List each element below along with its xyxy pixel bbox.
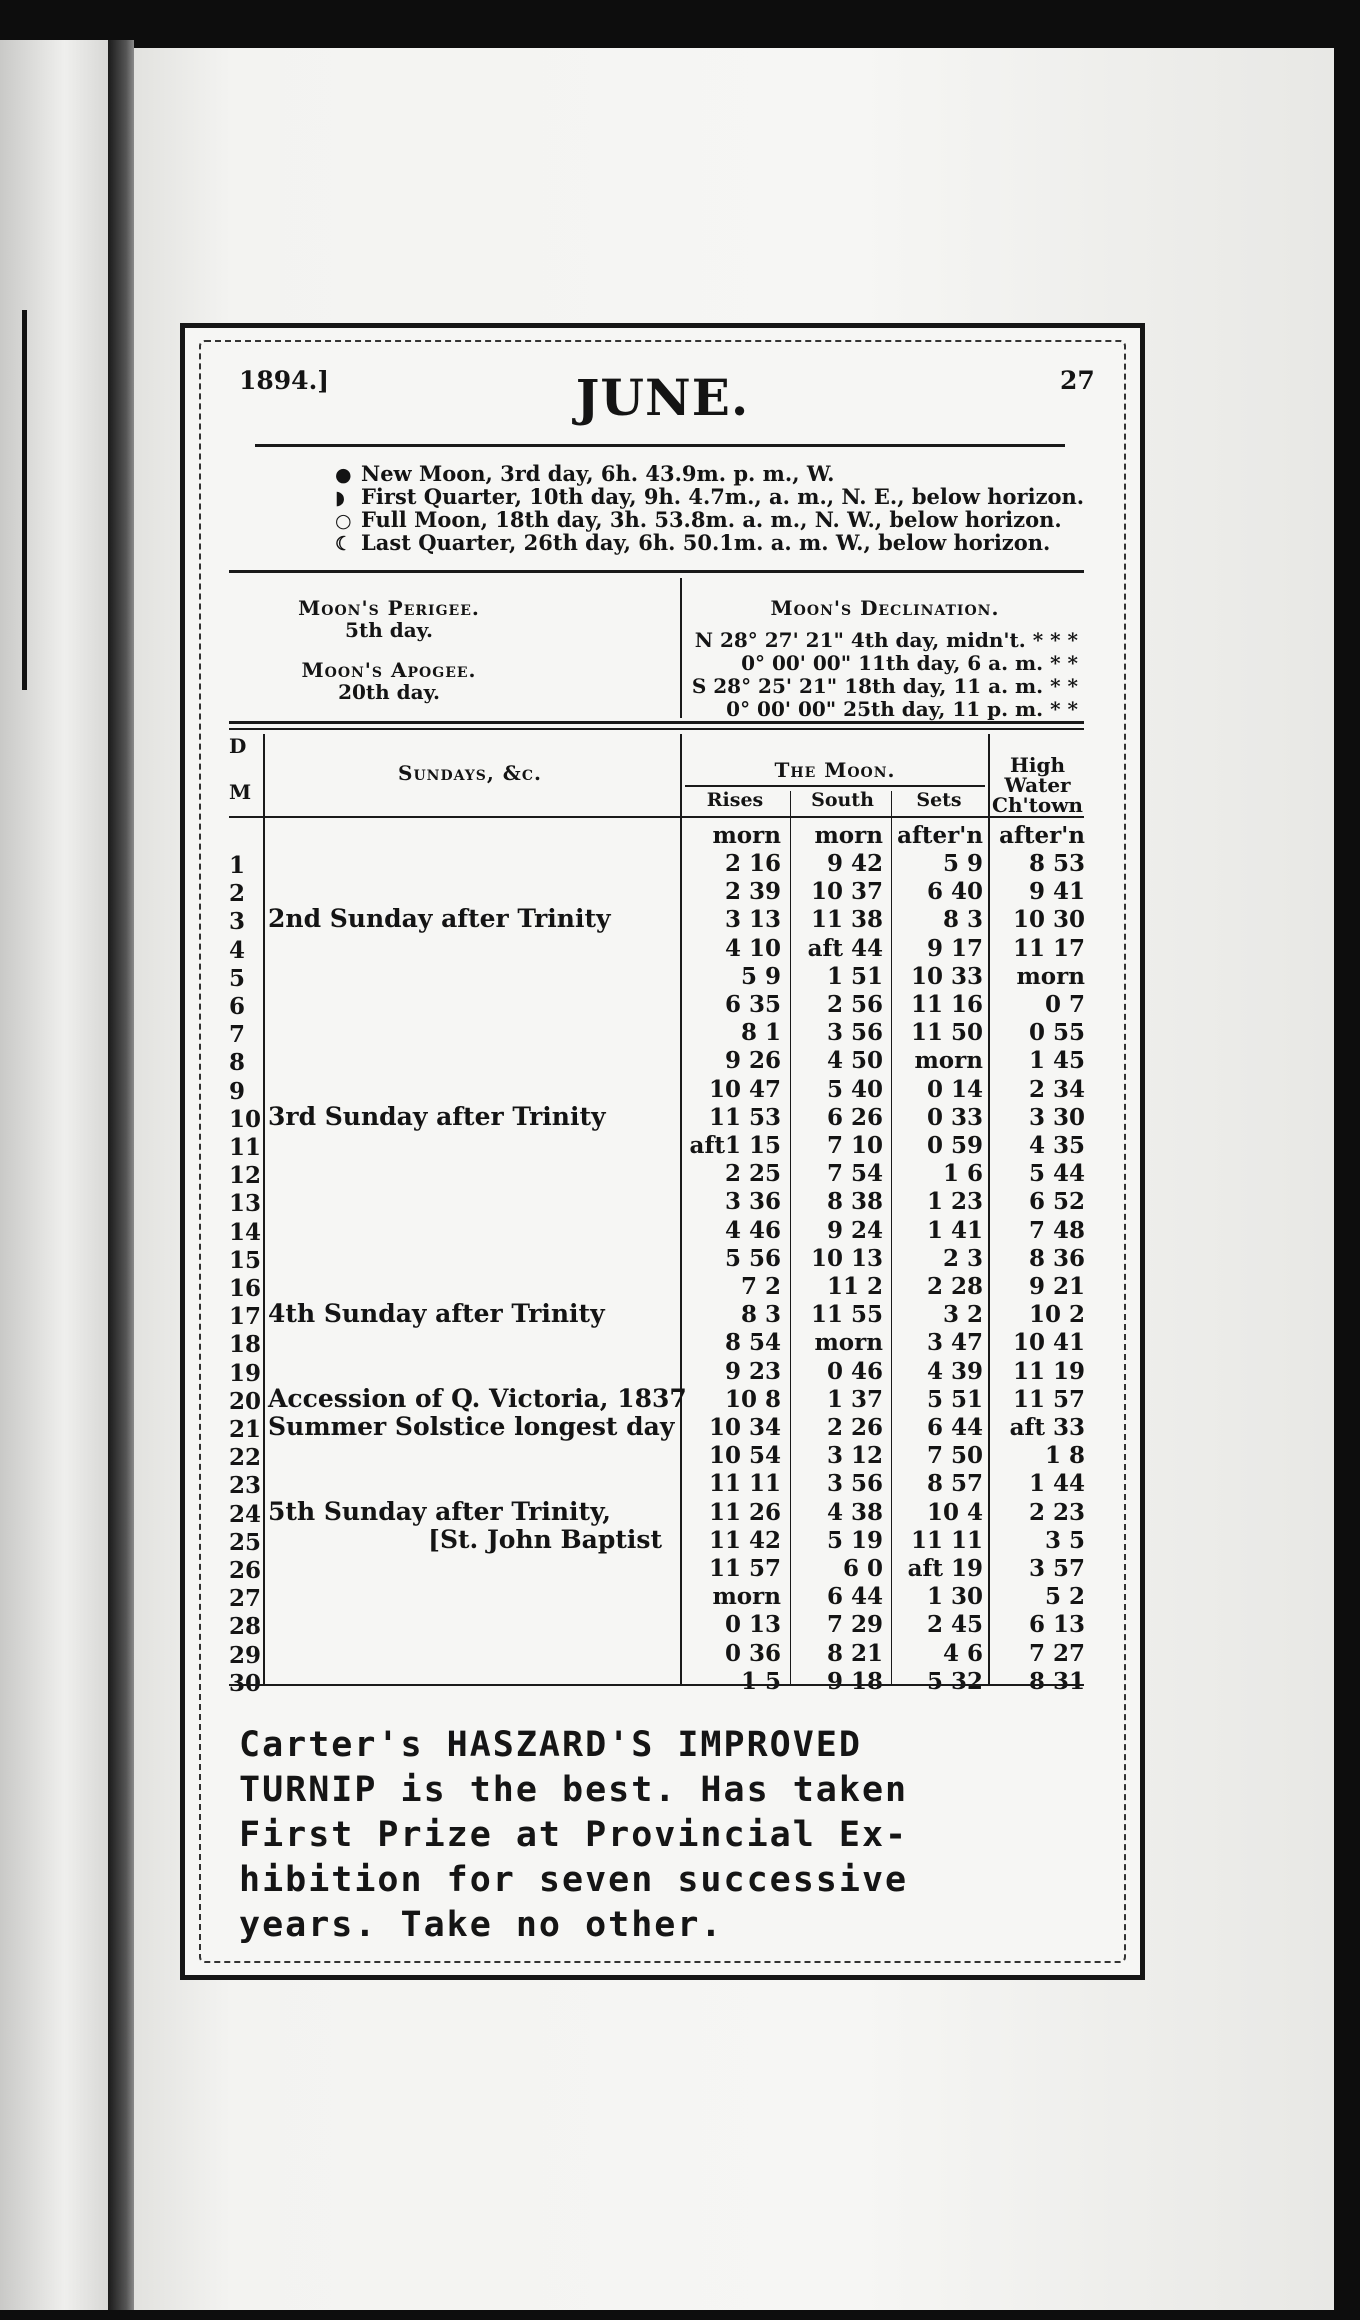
day-number: 21 — [229, 1416, 262, 1443]
south-time-cell: 4 50 — [826, 1047, 883, 1074]
south-time-cell: 10 37 — [810, 878, 883, 905]
year-label: 1894.] — [239, 366, 330, 395]
rises-time-cell: 11 57 — [708, 1555, 781, 1582]
rises-time-cell: 9 23 — [724, 1358, 781, 1385]
rises-time-cell: 10 34 — [708, 1414, 781, 1441]
day-number: 30 — [229, 1670, 262, 1697]
moon-phase-line — [335, 463, 834, 486]
day-number: 19 — [229, 1360, 262, 1387]
water-time-cell: 11 57 — [1012, 1386, 1085, 1413]
table-bottom-rule — [229, 1684, 1084, 1686]
water-time-cell: 2 34 — [1028, 1076, 1085, 1103]
declination-divider — [680, 578, 682, 718]
day-header-m: M — [229, 780, 252, 804]
rises-time-cell: 2 16 — [724, 850, 781, 877]
south-time-cell: 1 51 — [826, 963, 883, 990]
water-time-cell: 4 35 — [1028, 1132, 1085, 1159]
water-aftern-label: after'n — [999, 822, 1085, 849]
south-time-cell: 5 40 — [826, 1076, 883, 1103]
title-rule — [255, 444, 1065, 447]
south-time-cell: 6 26 — [826, 1104, 883, 1131]
south-morn-label: morn — [814, 822, 883, 849]
water-time-cell: 2 23 — [1028, 1499, 1085, 1526]
high-water-header — [990, 755, 1085, 815]
south-time-cell: 3 56 — [826, 1470, 883, 1497]
day-number: 27 — [229, 1585, 262, 1612]
last-quarter-icon: ☾ — [335, 533, 353, 555]
almanac-frame — [180, 323, 1145, 1980]
sets-time-cell: 9 17 — [926, 935, 983, 962]
sets-time-cell: 11 16 — [910, 991, 983, 1018]
water-time-cell: 1 45 — [1028, 1047, 1085, 1074]
sets-time-cell: 1 30 — [926, 1583, 983, 1610]
rises-time-cell: 11 11 — [708, 1470, 781, 1497]
south-time-cell: aft 44 — [807, 935, 883, 962]
day-number: 20 — [229, 1388, 262, 1415]
south-time-cell: 0 46 — [826, 1358, 883, 1385]
sets-time-cell: 10 33 — [910, 963, 983, 990]
rises-header: Rises — [706, 789, 764, 811]
water-time-cell: 10 30 — [1012, 906, 1085, 933]
calendar-event: 2nd Sunday after Trinity — [268, 904, 611, 933]
moon-header: The Moon. — [774, 758, 896, 782]
south-time-cell: 11 2 — [826, 1273, 883, 1300]
header-bottom-rule — [229, 816, 1084, 818]
moon-phase-line — [335, 486, 1084, 509]
sets-time-cell: 10 4 — [926, 1499, 983, 1526]
declination-line: S 28° 25' 21" 18th day, 11 a. m. * * — [691, 674, 1078, 698]
moon-phase-line — [335, 532, 1050, 555]
sets-time-cell: 8 3 — [942, 906, 983, 933]
rises-time-cell: 6 35 — [724, 991, 781, 1018]
day-number: 1 — [229, 852, 246, 879]
rises-time-cell: 4 10 — [724, 935, 781, 962]
sets-time-cell: 1 41 — [926, 1217, 983, 1244]
water-time-cell: 11 17 — [1012, 935, 1085, 962]
sets-time-cell: 5 9 — [942, 850, 983, 877]
rises-time-cell: 10 8 — [724, 1386, 781, 1413]
turnip-advertisement — [239, 1723, 1079, 1948]
sets-time-cell: 7 50 — [926, 1442, 983, 1469]
calendar-event: Summer Solstice longest day — [268, 1412, 675, 1441]
declination-line: 0° 00' 00" 25th day, 11 p. m. * * — [726, 697, 1078, 721]
south-time-cell: 9 42 — [826, 850, 883, 877]
south-time-cell: 9 24 — [826, 1217, 883, 1244]
south-time-cell: 11 55 — [810, 1301, 883, 1328]
water-time-cell: 6 52 — [1028, 1188, 1085, 1215]
day-number: 13 — [229, 1190, 262, 1217]
sets-time-cell: 8 57 — [926, 1470, 983, 1497]
day-number: 29 — [229, 1642, 262, 1669]
rises-time-cell: 3 13 — [724, 906, 781, 933]
rises-time-cell: 5 56 — [724, 1245, 781, 1272]
south-time-cell: 11 38 — [810, 906, 883, 933]
water-time-cell: 5 44 — [1028, 1160, 1085, 1187]
water-time-cell: 10 41 — [1012, 1329, 1085, 1356]
south-header: South — [811, 789, 874, 811]
day-number: 9 — [229, 1078, 246, 1105]
table-top-rule — [229, 721, 1084, 724]
perigee-label: Moon's Perigee. — [298, 596, 480, 620]
water-time-cell: 7 27 — [1028, 1640, 1085, 1667]
first-quarter-icon: ◗ — [335, 487, 346, 509]
rises-time-cell: 9 26 — [724, 1047, 781, 1074]
sets-time-cell: 2 3 — [942, 1245, 983, 1272]
calendar-event: 5th Sunday after Trinity, — [268, 1497, 611, 1526]
sets-time-cell: 4 39 — [926, 1358, 983, 1385]
water-time-cell: 0 55 — [1028, 1019, 1085, 1046]
day-number: 2 — [229, 880, 246, 907]
sets-time-cell: 1 23 — [926, 1188, 983, 1215]
day-header-d: D — [229, 734, 247, 758]
day-number: 22 — [229, 1444, 262, 1471]
rises-time-cell: 0 36 — [724, 1640, 781, 1667]
south-time-cell: 2 26 — [826, 1414, 883, 1441]
rises-time-cell: 10 47 — [708, 1076, 781, 1103]
calendar-event: 4th Sunday after Trinity — [268, 1299, 605, 1328]
sets-time-cell: 0 59 — [926, 1132, 983, 1159]
facing-page-edge — [0, 40, 108, 2310]
day-number: 28 — [229, 1613, 262, 1640]
moon-phase-line — [335, 509, 1062, 532]
south-time-cell: 8 38 — [826, 1188, 883, 1215]
calendar-event: Accession of Q. Victoria, 1837 — [268, 1384, 687, 1413]
rises-time-cell: 4 46 — [724, 1217, 781, 1244]
south-time-cell: 8 21 — [826, 1640, 883, 1667]
south-time-cell: 2 56 — [826, 991, 883, 1018]
south-time-cell: 10 13 — [810, 1245, 883, 1272]
water-time-cell: 10 2 — [1028, 1301, 1085, 1328]
south-time-cell: 1 37 — [826, 1386, 883, 1413]
day-number: 23 — [229, 1472, 262, 1499]
sets-aftern-label: after'n — [897, 822, 983, 849]
apogee-day: 20th day. — [338, 680, 440, 704]
water-time-cell: 1 8 — [1044, 1442, 1085, 1469]
month-title: JUNE. — [575, 368, 750, 427]
south-time-cell: 6 44 — [826, 1583, 883, 1610]
advert-line: Carter's HASZARD'S IMPROVED — [239, 1725, 862, 1765]
water-column-rule — [988, 734, 990, 1684]
rises-time-cell: 8 54 — [724, 1329, 781, 1356]
water-time-cell: 9 21 — [1028, 1273, 1085, 1300]
day-number: 3 — [229, 908, 246, 935]
water-time-cell: aft 33 — [1009, 1414, 1085, 1441]
declination-line: 0° 00' 00" 11th day, 6 a. m. * * — [741, 651, 1078, 675]
moon-phase-text: Full Moon, 18th day, 3h. 53.8m. a. m., N. W., below horizon. — [361, 507, 1062, 532]
declination-line: N 28° 27' 21" 4th day, midn't. * * * — [694, 628, 1078, 652]
sets-time-cell: 0 14 — [926, 1076, 983, 1103]
rises-time-cell: 8 3 — [740, 1301, 781, 1328]
day-number: 6 — [229, 993, 246, 1020]
advert-line: First Prize at Provincial Ex- — [239, 1815, 909, 1855]
moon-phase-text: First Quarter, 10th day, 9h. 4.7m., a. m., N. E., below horizon. — [361, 484, 1085, 509]
water-time-cell: 3 5 — [1044, 1527, 1085, 1554]
rises-time-cell: 10 54 — [708, 1442, 781, 1469]
rises-time-cell: 8 1 — [740, 1019, 781, 1046]
south-time-cell: 3 56 — [826, 1019, 883, 1046]
rises-time-cell: 3 36 — [724, 1188, 781, 1215]
sets-time-cell: 1 6 — [942, 1160, 983, 1187]
high-water-header-line2: Water — [1004, 773, 1071, 797]
day-number: 17 — [229, 1303, 262, 1330]
day-number: 7 — [229, 1021, 246, 1048]
water-time-cell: 7 48 — [1028, 1217, 1085, 1244]
rises-time-cell: aft1 15 — [689, 1132, 781, 1159]
high-water-header-line1: High — [1009, 753, 1066, 777]
day-number: 16 — [229, 1275, 262, 1302]
rises-time-cell: 2 39 — [724, 878, 781, 905]
rises-time-cell: 11 53 — [708, 1104, 781, 1131]
facing-page-frame-edge — [0, 310, 27, 690]
water-time-cell: 5 2 — [1044, 1583, 1085, 1610]
sets-time-cell: 3 2 — [942, 1301, 983, 1328]
sets-time-cell: 11 11 — [910, 1527, 983, 1554]
high-water-header-line3: Ch'town — [992, 793, 1083, 817]
sets-time-cell: 5 32 — [926, 1668, 983, 1695]
moon-header-rule — [685, 785, 985, 787]
rises-time-cell: 1 5 — [740, 1668, 781, 1695]
south-time-cell: 7 29 — [826, 1611, 883, 1638]
rises-time-cell: 7 2 — [740, 1273, 781, 1300]
sets-time-cell: 4 6 — [942, 1640, 983, 1667]
book-spine — [108, 40, 134, 2310]
rises-time-cell: morn — [712, 1583, 781, 1610]
south-time-cell: 9 18 — [826, 1668, 883, 1695]
declination-label: Moon's Declination. — [770, 596, 1000, 620]
rises-column-rule — [790, 791, 791, 1684]
full-moon-icon: ○ — [335, 510, 352, 532]
calendar-event: [St. John Baptist — [428, 1525, 662, 1554]
rises-time-cell: 11 42 — [708, 1527, 781, 1554]
water-time-cell: morn — [1016, 963, 1085, 990]
south-time-cell: 3 12 — [826, 1442, 883, 1469]
day-number: 24 — [229, 1501, 262, 1528]
rises-time-cell: 0 13 — [724, 1611, 781, 1638]
water-time-cell: 3 30 — [1028, 1104, 1085, 1131]
sets-time-cell: 6 44 — [926, 1414, 983, 1441]
south-time-cell: 5 19 — [826, 1527, 883, 1554]
day-number: 11 — [229, 1134, 262, 1161]
water-time-cell: 8 31 — [1028, 1668, 1085, 1695]
sets-header: Sets — [916, 789, 962, 811]
calendar-event: 3rd Sunday after Trinity — [268, 1102, 606, 1131]
water-time-cell: 8 36 — [1028, 1245, 1085, 1272]
day-number: 26 — [229, 1557, 262, 1584]
event-column-rule — [680, 734, 682, 1684]
rises-morn-label: morn — [712, 822, 781, 849]
day-number: 12 — [229, 1162, 262, 1189]
moon-phase-text: Last Quarter, 26th day, 6h. 50.1m. a. m. W., below horizon. — [361, 530, 1051, 555]
perigee-day: 5th day. — [345, 618, 433, 642]
sets-time-cell: 0 33 — [926, 1104, 983, 1131]
advert-line: hibition for seven successive — [239, 1860, 909, 1900]
water-time-cell: 6 13 — [1028, 1611, 1085, 1638]
south-time-cell: 7 54 — [826, 1160, 883, 1187]
water-time-cell: 1 44 — [1028, 1470, 1085, 1497]
sundays-header: Sundays, &c. — [398, 761, 542, 785]
sets-time-cell: 2 28 — [926, 1273, 983, 1300]
rises-time-cell: 5 9 — [740, 963, 781, 990]
decorative-border — [199, 340, 1126, 1963]
day-number: 25 — [229, 1529, 262, 1556]
sets-time-cell: 5 51 — [926, 1386, 983, 1413]
south-time-cell: morn — [814, 1329, 883, 1356]
water-time-cell: 8 53 — [1028, 850, 1085, 877]
page-number: 27 — [1060, 366, 1095, 395]
day-number: 18 — [229, 1331, 262, 1358]
moon-phase-text: New Moon, 3rd day, 6h. 43.9m. p. m., W. — [361, 461, 835, 486]
day-number: 8 — [229, 1049, 246, 1076]
sets-time-cell: 11 50 — [910, 1019, 983, 1046]
sets-time-cell: aft 19 — [907, 1555, 983, 1582]
sets-time-cell: 2 45 — [926, 1611, 983, 1638]
sets-time-cell: 6 40 — [926, 878, 983, 905]
south-time-cell: 7 10 — [826, 1132, 883, 1159]
south-column-rule — [891, 791, 892, 1684]
rises-time-cell: 2 25 — [724, 1160, 781, 1187]
table-top-rule-2 — [229, 728, 1084, 730]
day-number: 14 — [229, 1219, 262, 1246]
day-column-rule — [263, 734, 265, 1684]
apogee-label: Moon's Apogee. — [301, 658, 477, 682]
south-time-cell: 4 38 — [826, 1499, 883, 1526]
phases-rule — [229, 570, 1084, 573]
sets-time-cell: 3 47 — [926, 1329, 983, 1356]
water-time-cell: 3 57 — [1028, 1555, 1085, 1582]
day-number: 15 — [229, 1247, 262, 1274]
south-time-cell: 6 0 — [842, 1555, 883, 1582]
new-moon-icon: ● — [335, 464, 352, 486]
day-number: 5 — [229, 965, 246, 992]
day-number: 4 — [229, 937, 246, 964]
water-time-cell: 11 19 — [1012, 1358, 1085, 1385]
advert-line: TURNIP is the best. Has taken — [239, 1770, 909, 1810]
rises-time-cell: 11 26 — [708, 1499, 781, 1526]
water-time-cell: 0 7 — [1044, 991, 1085, 1018]
sets-time-cell: morn — [914, 1047, 983, 1074]
water-time-cell: 9 41 — [1028, 878, 1085, 905]
advert-line: years. Take no other. — [239, 1905, 724, 1945]
day-number: 10 — [229, 1106, 262, 1133]
